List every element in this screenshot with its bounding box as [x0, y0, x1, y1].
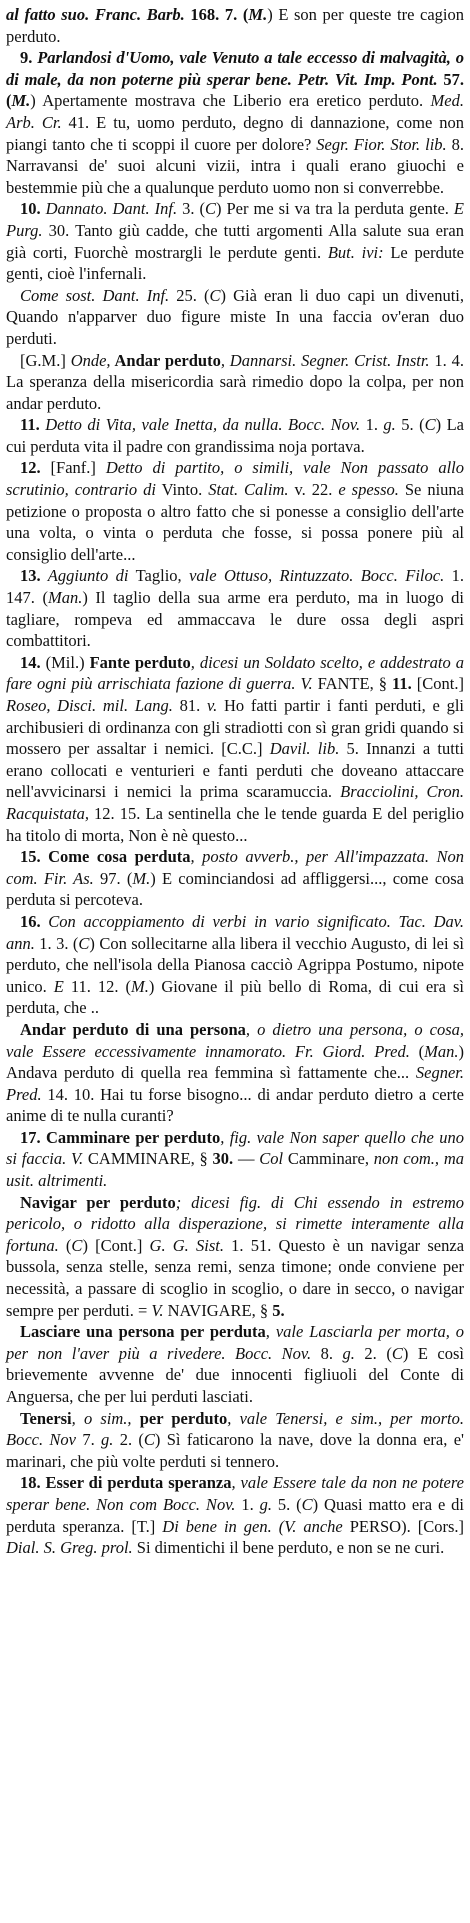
text-segment: C: [204, 199, 216, 219]
entry-18: [6, 1472, 464, 1558]
text-segment: Col: [259, 1149, 284, 1169]
text-segment: Si dimentichi il bene perduto, e non se ne curi.: [132, 1538, 445, 1558]
text-segment: , vale Tenersi, e sim., per morto. Bocc. Nov: [6, 1408, 464, 1450]
text-segment: g.: [101, 1430, 114, 1450]
text-segment: 18.: [20, 1473, 41, 1493]
text-segment: —: [233, 1149, 260, 1169]
text-segment: , dicesi un Soldato scelto, e addestrato a fare ogni più arrischiata fazione di guerra. V.: [6, 652, 464, 694]
text-segment: Vinto.: [155, 480, 209, 500]
text-segment: [G.M.]: [20, 350, 71, 370]
text-segment: 41. E tu, uomo perduto, degno di dannazione, come non piangi tanto che ti scoppi il cuore per dolore?: [6, 112, 464, 154]
text-segment: 14.: [20, 652, 41, 672]
text-segment: g.: [259, 1494, 272, 1514]
text-segment: ) La cui perduta vita il padre con grandissima noja portava.: [6, 415, 465, 456]
text-segment: Andar perduto di una persona: [20, 1019, 246, 1039]
text-segment: Andar perduto: [110, 350, 221, 370]
text-segment: ) Già eran li duo capi un divenuti, Quando n'apparver duo figure miste In una faccia ov'eran duo perduti.: [6, 285, 465, 348]
text-segment: 7.: [76, 1430, 102, 1450]
tenersi-per-perduto: [6, 1408, 464, 1473]
paragraph-continuation: [6, 4, 464, 47]
entry-16: [6, 911, 464, 1019]
text-segment: ) Il taglio della sua arme era perduto, ma in luogo di tagliare, rompeva ed ammaccava le dure ossa degli aspri combattitori.: [6, 588, 464, 651]
text-segment: 14. 10. Hai tu forse bisogno... di andar perduto dietro a certe anime di te nulla curanti?: [6, 1084, 464, 1126]
text-segment: C: [71, 1235, 83, 1255]
text-segment: Come sost. Dant. Inf.: [20, 285, 170, 305]
text-segment: 2. (: [354, 1343, 392, 1363]
text-segment: , vale Essere tale da non ne potere sperar bene. Non com Bocc. Nov.: [6, 1473, 465, 1514]
text-segment: per perduto: [139, 1408, 228, 1428]
text-segment: 13.: [20, 566, 41, 586]
text-segment: C: [391, 1343, 403, 1363]
text-segment: 8.: [311, 1343, 343, 1363]
text-segment: ; dicesi fig. di Chi essendo in estremo pericolo, o ridotto alla disperazione, si rimette interamente alla fortuna.: [6, 1192, 464, 1255]
entry-15: [6, 846, 464, 911]
text-segment: (: [58, 1235, 72, 1255]
come-sost: [6, 285, 464, 350]
text-segment: 97. (: [93, 868, 133, 888]
text-segment: 57. (: [6, 69, 465, 111]
text-segment: Esser di perduta speranza: [40, 1473, 232, 1493]
text-segment: (Mil.): [40, 652, 90, 672]
text-segment: 1. 51. Questo è un navigar senza bussola, senza stelle, senza remi, senza timone; onde conviene per necessità, a passare di scoglio in scoglio, o dare in secco, o navigar sempre per perduti. =: [6, 1235, 465, 1320]
text-segment: 5.: [272, 1300, 285, 1320]
text-segment: Se niuna petizione o proposta o altro fatto che si ponesse a consiglio dell'arte una volta, o vinta o perduta che fosse, si possa ponere più al consiglio dell'arte...: [6, 480, 464, 564]
text-segment: 15.: [20, 847, 41, 867]
text-segment: 30. Tanto giù cadde, che tutti argomenti Alla salute sua eran già corti, Fuorchè mostrargli le perdute genti.: [6, 220, 464, 262]
text-segment: Detto di Vita, vale Inetta, da nulla. Bocc. Nov.: [39, 415, 361, 435]
text-segment: FANTE, §: [312, 674, 393, 694]
text-segment: C: [424, 415, 436, 435]
text-segment: NAVIGARE, §: [163, 1300, 273, 1320]
text-segment: But. ivi:: [327, 242, 384, 262]
text-segment: Camminare per perduto: [40, 1127, 221, 1147]
text-segment: E Purg.: [6, 199, 464, 240]
text-segment: Onde,: [70, 350, 111, 370]
text-segment: e spesso.: [338, 480, 399, 500]
text-segment: Come cosa perduta: [40, 847, 191, 867]
text-segment: [Fanf.]: [40, 458, 106, 478]
text-segment: v.: [206, 696, 218, 715]
text-segment: 30.: [212, 1149, 234, 1169]
text-segment: Con accoppiamento di verbi in vario significato. Tac. Dav. ann.: [6, 911, 464, 953]
entry-13: [6, 565, 464, 651]
text-segment: , o sim.,: [71, 1408, 140, 1428]
text-segment: 11.: [392, 674, 412, 694]
text-segment: 5. (: [395, 415, 425, 435]
text-segment: 11. 12. (: [63, 976, 131, 996]
entry-17: [6, 1127, 464, 1192]
text-segment: 10.: [20, 199, 41, 219]
text-segment: 25. (: [169, 285, 210, 305]
text-segment: Man.: [47, 588, 83, 608]
text-segment: (: [409, 1041, 425, 1061]
text-segment: Aggiunto di: [40, 566, 129, 586]
text-segment: Fante perduto: [89, 652, 191, 672]
entry-11: [6, 414, 464, 457]
text-segment: 1. 3. (: [34, 933, 79, 953]
entry-14: [6, 652, 464, 846]
text-segment: M.: [132, 868, 151, 888]
entry-10: [6, 198, 464, 284]
text-segment: , o dietro una persona, o cosa, vale Essere eccessivamente innamorato. Fr. Giord. Pred.: [6, 1019, 464, 1061]
text-segment: 12.: [20, 458, 41, 478]
text-segment: Detto di partito, o simili, vale Non passato allo scrutinio, contrario di: [6, 458, 465, 500]
text-segment: 17.: [20, 1127, 41, 1147]
text-segment: , fig. vale Non saper quello che uno si faccia. V.: [6, 1127, 464, 1169]
text-segment: 168. 7. (: [184, 5, 249, 24]
text-segment: ) E così brievemente avvenne de' due innocenti figliuoli del Conte di Anguersa, che per lui perduti lasciati.: [6, 1343, 464, 1406]
text-segment: 12. 15. La sentinella che le tende guarda E del periglio ha titolo di morta, Non è nè questo...: [6, 803, 464, 845]
text-segment: 81.: [172, 696, 207, 715]
andar-perduto: [6, 350, 464, 415]
text-segment: PERSO). [Cors.]: [342, 1516, 464, 1536]
text-segment: Parlandosi d'Uomo, vale Venuto a tale eccesso di malvagità, o di male, da non poterne più sperar bene. Petr. Vit. Imp. Pont.: [6, 48, 464, 89]
text-segment: ) Quasi matto era e di perduta speranza. [T.]: [6, 1494, 465, 1536]
text-segment: non com., ma usit. altrimenti.: [6, 1149, 464, 1191]
text-segment: Di bene in gen. (V. anche: [162, 1516, 343, 1536]
text-segment: ) E son per queste tre cagion perduto.: [6, 5, 465, 46]
text-segment: Dial. S. Greg. prol.: [6, 1538, 133, 1558]
text-segment: E: [53, 976, 64, 996]
text-segment: 1.: [235, 1494, 260, 1514]
lasciare-persona-per-perduta: [6, 1321, 464, 1407]
text-segment: Le perdute genti, cioè l'infernali.: [6, 242, 464, 284]
text-segment: vale Ottuso, Rintuzzato. Bocc. Filoc.: [189, 566, 445, 586]
text-segment: al fatto suo. Franc. Barb.: [6, 5, 185, 24]
text-segment: Bracciolini, Cron. Racquistata,: [6, 782, 464, 823]
text-segment: 11.: [20, 415, 40, 435]
text-segment: C: [143, 1430, 155, 1450]
text-segment: 9.: [20, 48, 33, 68]
text-segment: Dannato. Dant. Inf.: [40, 199, 178, 219]
text-segment: G. G. Sist.: [149, 1235, 224, 1255]
text-segment: CAMMINARE, §: [83, 1149, 213, 1169]
text-segment: Segr. Fior. Stor. lib.: [316, 134, 447, 154]
text-segment: 2. (: [113, 1430, 144, 1450]
text-segment: Ho fatti partir i fanti perduti, e gli archibusieri di ordinanza con gli stradiotti con sì gran gridi quando si mossero per assaltar i nemici. [C.C.]: [6, 696, 464, 759]
text-segment: 3. (: [177, 199, 205, 219]
text-segment: Camminare,: [283, 1149, 374, 1169]
text-segment: 5. (: [271, 1494, 302, 1514]
text-segment: V.: [151, 1300, 164, 1320]
text-segment: ) E cominciandosi ad affliggersi..., come cosa perduta si percoteva.: [6, 868, 465, 910]
text-segment: g.: [342, 1343, 355, 1363]
text-segment: 1.: [360, 415, 384, 435]
text-segment: C: [301, 1494, 313, 1514]
text-segment: ) Giovane il più bello di Roma, di cui era sì perduta, che ..: [6, 976, 464, 1018]
text-segment: 1. 4. La speranza della misericordia sarà rimedio dopo la colpa, per non andar perduto.: [6, 350, 464, 413]
entry-9: [6, 47, 464, 198]
text-segment: 8. Narravansi de' suoi alcuni vizii, intra i quali erano giuochi e bestemmie più che a qualunque perduto uomo non si converrebbe.: [6, 134, 464, 197]
text-segment: M.: [11, 91, 31, 111]
text-segment: Roseo, Disci. mil. Lang.: [6, 696, 173, 715]
text-segment: Med. Arb. Cr.: [6, 91, 464, 132]
text-segment: Navigar per perduto: [20, 1192, 176, 1212]
text-segment: v. 22.: [288, 480, 339, 500]
text-segment: Taglio,: [128, 566, 190, 586]
text-segment: 5. Innanzi a tutti erano collocati e venturieri e fanti perduti che doveano attaccare nell'avvicinarsi i nemici la prima scaramuccia.: [6, 739, 464, 802]
text-segment: Man.: [424, 1041, 459, 1061]
text-segment: ) [Cont.]: [82, 1235, 150, 1255]
navigar-per-perduto: [6, 1192, 464, 1322]
text-segment: Tenersi: [20, 1408, 72, 1428]
text-segment: 16.: [20, 911, 41, 931]
text-segment: ) Andava perduto di quella rea femmina sì fattamente che...: [6, 1041, 465, 1083]
text-segment: M.: [248, 5, 268, 24]
text-segment: ) Sì faticarono la nave, dove la donna era, e' marinari, che più volte perduti si tennero.: [6, 1430, 464, 1471]
text-segment: g.: [383, 415, 396, 435]
text-segment: , posto avverb., per All'impazzata. Non com. Fir. As.: [6, 847, 464, 888]
text-segment: Lasciare una persona per perduta: [20, 1322, 266, 1342]
text-segment: C: [209, 285, 221, 305]
text-segment: Davil. lib.: [269, 739, 340, 759]
text-segment: Segner. Pred.: [6, 1063, 464, 1104]
text-segment: 1. 147. (: [6, 566, 464, 608]
text-segment: , Dannarsi. Segner. Crist. Instr.: [220, 350, 430, 370]
text-segment: , vale Lasciarla per morta, o per non l'aver più a rivedere. Bocc. Nov.: [6, 1322, 464, 1363]
text-segment: C: [78, 933, 90, 953]
text-segment: Stat. Calim.: [208, 480, 289, 500]
entry-12: [6, 457, 464, 565]
andar-perduto-di-persona: [6, 1019, 464, 1127]
text-segment: ) Con sollecitarne alla libera il vecchio Augusto, di lei sì perduto, che nell'isola della Pianosa cacciò Agrippa Postumo, nipote unico.: [6, 933, 464, 996]
text-segment: M.: [131, 976, 149, 996]
text-segment: ) Per me si va tra la perduta gente.: [216, 199, 454, 219]
text-segment: [Cont.]: [411, 674, 464, 694]
text-segment: ) Apertamente mostrava che Liberio era eretico perduto.: [30, 91, 431, 111]
